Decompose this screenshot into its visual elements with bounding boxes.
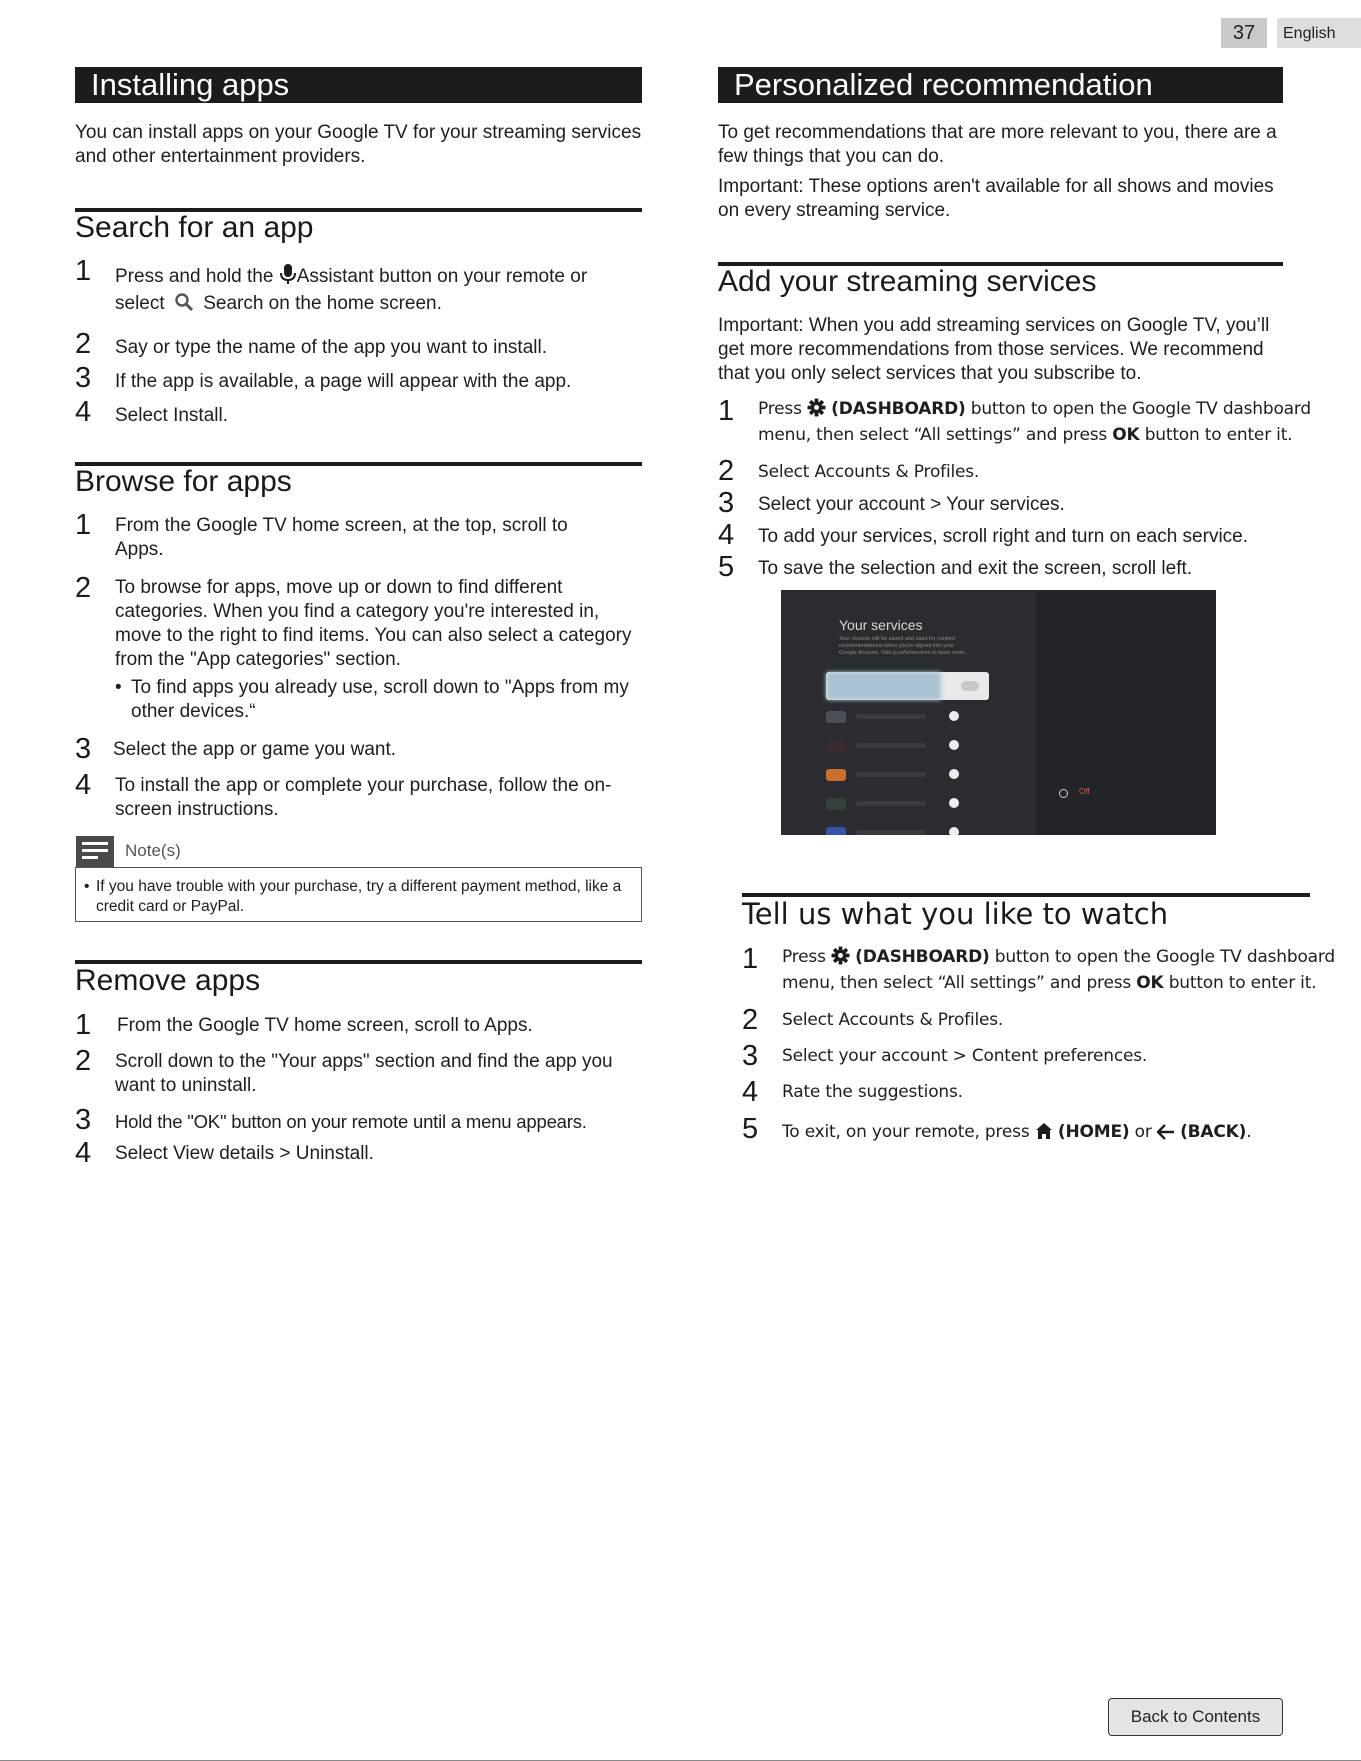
toggle-switch	[949, 798, 959, 808]
heading-search-for-an-app: Search for an app	[75, 211, 314, 244]
screenshot-description: Your choices will be saved and used for content recommendations when you're signed into your Google Account. Visit g.co/tv/services to learn more.	[839, 636, 967, 656]
magnifier-icon	[174, 292, 194, 319]
step-number: 2	[75, 328, 92, 360]
personalized-important: Important: These options aren't available for all shows and movies on every streaming service.	[718, 176, 1274, 221]
streaming-step-3: Select your account > Your services.	[758, 494, 1065, 515]
section-title-personalized-recommendation: Personalized recommendation	[718, 67, 1283, 103]
note-icon	[76, 836, 114, 868]
browse-step-1: From the Google TV home screen, at the top, scroll to Apps.	[115, 515, 568, 560]
back-to-contents-button[interactable]: Back to Contents	[1108, 1698, 1283, 1736]
tell-step-5: To exit, on your remote, press (HOME) or (BACK).	[782, 1121, 1342, 1147]
step-number: 1	[742, 943, 759, 975]
remove-step-2: Scroll down to the "Your apps" section and find the app you want to uninstall.	[115, 1051, 613, 1096]
installing-intro: You can install apps on your Google TV for your streaming services and other entertainment providers.	[75, 122, 642, 167]
browse-bullet: • To find apps you already use, scroll down to "Apps from my other devices.“	[115, 677, 629, 722]
screenshot-title: Your services	[839, 617, 923, 633]
step-number: 3	[75, 362, 92, 394]
step-number: 1	[718, 395, 735, 427]
streaming-step-1: Press (DASHBOARD) button to open the Google TV dashboard menu, then select “All settings” and press OK button to enter it.	[758, 399, 1311, 445]
search-step-2: Say or type the name of the app you want to install.	[115, 337, 547, 358]
page-number: 37	[1221, 18, 1267, 48]
step-number: 5	[742, 1113, 759, 1145]
heading-tell-us-what-you-like: Tell us what you like to watch	[742, 897, 1169, 931]
step-number: 1	[75, 509, 92, 541]
step-number: 3	[718, 487, 735, 519]
step-number: 2	[75, 1045, 92, 1077]
step-number: 5	[718, 551, 735, 583]
toggle-switch	[949, 711, 959, 721]
service-row	[826, 827, 991, 835]
back-arrow-icon	[1157, 1124, 1175, 1147]
streaming-important: Important: When you add streaming services on Google TV, you’ll get more recommendations from those services. We recommend that you only select services that you subscribe to.	[718, 315, 1270, 384]
step-number: 3	[75, 733, 92, 765]
step-number: 2	[718, 455, 735, 487]
tell-step-1: Press (DASHBOARD) button to open the Google TV dashboard menu, then select “All settings” and press OK button to enter it.	[782, 947, 1335, 993]
step-number: 4	[75, 769, 92, 801]
toggle-switch	[949, 740, 959, 750]
note-text: If you have trouble with your purchase, try a different payment method, like a credit card or PayPal.	[96, 878, 622, 915]
service-row	[826, 769, 991, 779]
tell-step-2: Select Accounts & Profiles.	[782, 1010, 1004, 1030]
language-tab: English	[1277, 18, 1361, 48]
note-box: • If you have trouble with your purchase, try a different payment method, like a credit card or PayPal.	[75, 867, 642, 922]
note-label: Note(s)	[125, 841, 181, 860]
remove-step-3: Hold the "OK" button on your remote until a menu appears.	[115, 1111, 587, 1132]
power-icon	[1059, 789, 1068, 798]
heading-remove-apps: Remove apps	[75, 964, 261, 997]
browse-step-4: To install the app or complete your purchase, follow the on-screen instructions.	[115, 775, 612, 820]
step-number: 1	[75, 255, 92, 287]
streaming-step-5: To save the selection and exit the screen, scroll left.	[758, 558, 1193, 579]
step-number: 4	[75, 396, 92, 428]
step-number: 2	[75, 572, 92, 604]
gear-icon	[807, 398, 826, 424]
step-number: 3	[742, 1040, 759, 1072]
search-step-4: Select Install.	[115, 405, 228, 426]
service-row	[826, 798, 991, 808]
streaming-step-2: Select Accounts & Profiles.	[758, 462, 980, 482]
service-row	[826, 711, 991, 721]
step-number: 4	[75, 1137, 92, 1169]
browse-step-2: To browse for apps, move up or down to find different categories. When you find a category you're interested in, move to the right to find items. You can also select a category from the "App categories" section.	[115, 577, 632, 670]
step-number: 3	[75, 1104, 92, 1136]
toggle-switch	[961, 681, 979, 691]
personalized-intro: To get recommendations that are more relevant to you, there are a few things that you can do.	[718, 122, 1277, 167]
streaming-step-4: To add your services, scroll right and turn on each service.	[758, 526, 1249, 547]
search-step-3: If the app is available, a page will appear with the app.	[115, 371, 572, 392]
service-row	[826, 740, 991, 750]
heading-add-streaming-services: Add your streaming services	[718, 265, 1097, 298]
toggle-switch	[949, 769, 959, 779]
tell-step-4: Rate the suggestions.	[782, 1082, 963, 1102]
browse-step-3: Select the app or game you want.	[113, 739, 397, 760]
step-number: 4	[718, 519, 735, 551]
step-number: 1	[75, 1009, 92, 1041]
search-step-1: Press and hold the Assistant button on your remote or select Search on the home screen.	[115, 263, 645, 319]
section-title-installing-apps: Installing apps	[75, 67, 642, 103]
heading-browse-for-apps: Browse for apps	[75, 465, 292, 498]
remove-step-4: Select View details > Uninstall.	[115, 1143, 374, 1164]
step-number: 4	[742, 1076, 759, 1108]
tell-step-3: Select your account > Content preferences.	[782, 1046, 1148, 1066]
toggle-switch	[949, 827, 959, 835]
gear-icon	[831, 946, 850, 972]
off-label: Off	[1079, 787, 1090, 796]
step-number: 2	[742, 1004, 759, 1036]
microphone-icon	[279, 263, 297, 292]
your-services-screenshot	[781, 590, 1216, 835]
remove-step-1: From the Google TV home screen, scroll to Apps.	[117, 1015, 533, 1036]
home-icon	[1035, 1122, 1053, 1147]
